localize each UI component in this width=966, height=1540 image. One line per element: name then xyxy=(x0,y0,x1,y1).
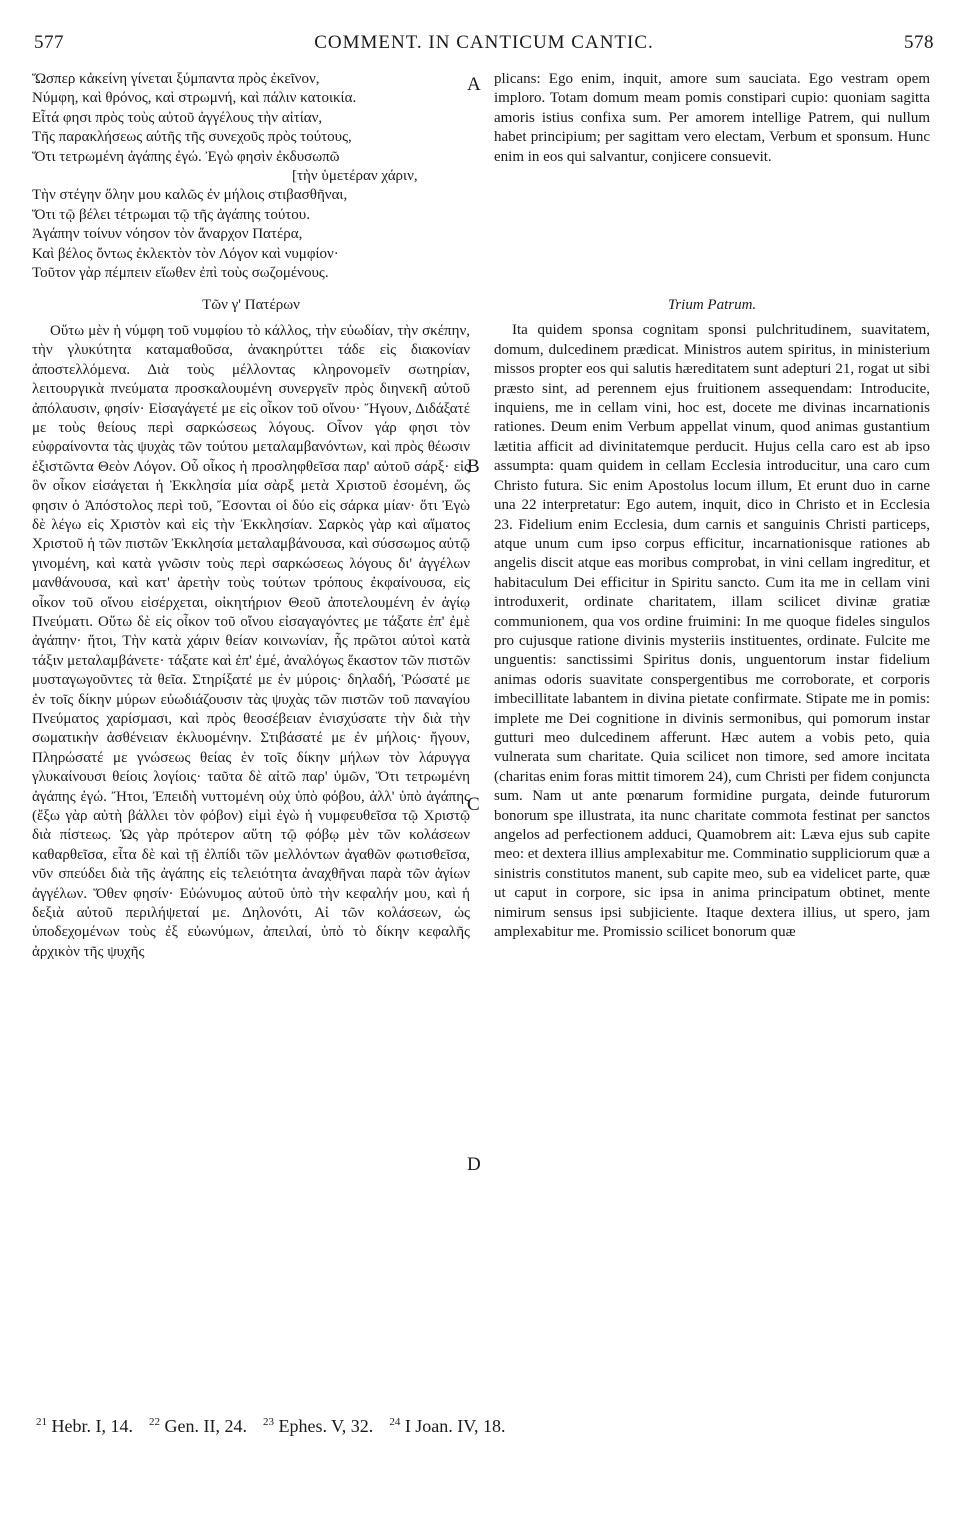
latin-column xyxy=(494,70,930,942)
verse-line: Τὴν στέγην ὅλην μου καλῶς ἐν μήλοις στιβασθῆναι, xyxy=(32,187,348,204)
page-number-left: 577 xyxy=(34,32,64,53)
verse-line: Ὅτι τῷ βέλει τέτρωμαι τῷ τῆς ἀγάπης τούτου. xyxy=(32,206,310,223)
latin-verse-translation: plicans: Ego enim, inquit, amore sum sauciata. Ego vestram opem imploro. Totam domum meam pomis constipari cupio: quoniam sagitta amoris istius confixa sum. Per amorem intellige Patrem, qui nullum habet principium; per sagittam vero electam, Verbum et sponsum. Hunc enim in eos qui salvantur, conjicere consuevit. xyxy=(494,71,930,165)
verse-line: Νύμφη, καὶ θρόνος, καὶ στρωμνή, καὶ πάλιν κατοικία. xyxy=(32,90,357,107)
footnote-number: 23 xyxy=(262,1416,274,1428)
footnote xyxy=(389,1416,505,1437)
latin-commentary: Ita quidem sponsa cognitam sponsi pulchritudinem, suavitatem, domum, dulcedinem prædicat. Ministros autem spiritus, in ministerium missos propter eos qui salutis hæreditatem sunt adepturi 21, rogat ut sibi præsto sint, ad perennem ejus fruitionem assequendam: Introducite, inquiens, me in cellam vini, hoc est, docete me divinas incarnationis rationes. Deum enim Verbum appellat vinum, quod animas gustantium lætitia afficit ad divinitatemque perducit. Hujus cella caro est ab ipso assumpta: quam quidem in cellam Ecclesia introducitur, una caro cum Christo futura. Sic enim Apostolus locum illum, Et erunt duo in carne una 22 interpretatur: Ego autem, inquit, dico in Christo et in Ecclesia 23. Fidelium enim Ecclesia, dum carnis et sanguinis Christi particeps, atque unum cum ipso corpus efficitur, incarnationisque rationes ab angelis discit atque eas moribus comprobat, in vini cellam ingreditur, et habitaculum Dei efficitur in Spiritu sancto. Cum ita me in cellam vini introduxerit, ordinate charitatem, illam scilicet divinæ gratiæ communionem, qua vos ordine fruimini: In me quoque fideles singulos pro cujusque ratione divinis mysteriis instituentes, ordinate. Fulcite me unguentis: sanctissimi Spiritus donis, unguentorum instar fidelium animas odoris suavitate conspergentibus me corroborate, et corporis imbecillitate labantem in divina pietate confirmate. Stipate me in pomis: implete me Dei cognitione in divinis sermonibus, qui pomorum instar gutturi meo dulcedinem afferunt. Hæc autem a vobis peto, quia vulnerata sum charitate. Quia scilicet non timore, sed amore incitata (charitas enim foras mittit timorem 24), cum Christi per fidem conjuncta sum. Nam ut ante pœnarum formidine purgata, deinde futurorum bonorum spe illustrata, ita nunc charitate commota festinat per sanctos angelos ad perfectionem adduci, Quamobrem ait: Læva ejus sub capite meo: et dextera illius amplexabitur me. Comminatio suppliciorum quæ a sinistris constitutos manent, sub capite meo, sub ea videlicet parte, quæ ut caput in corpore, sic ipsa in anima principatum obtinet, mente nimirum sensus ipsi subjiciente. Itaque dextera illius, ut spero, jam amplexabitur me. Promissio scilicet bonorum quæ xyxy=(494,322,930,941)
footnote xyxy=(36,1416,133,1437)
greek-section-heading: Τῶν γ' Πατέρων xyxy=(202,297,300,314)
footnote-number: 22 xyxy=(148,1416,160,1428)
verse-line: Ὅτι τετρωμένη ἀγάπης ἐγώ. Ἐγὼ φησὶν ἐκδυσωπῶ xyxy=(32,148,340,165)
margin-letter-a: A xyxy=(467,74,481,95)
running-title: COMMENT. IN CANTICUM CANTIC. xyxy=(314,32,654,53)
verse-line: Ἀγάπην τοίνυν νόησον τὸν ἄναρχον Πατέρα, xyxy=(32,226,303,243)
latin-section-heading: Trium Patrum. xyxy=(667,297,757,314)
greek-column xyxy=(32,70,470,962)
margin-letter-d: D xyxy=(467,1154,481,1175)
page-header xyxy=(34,32,934,62)
footnote xyxy=(149,1416,247,1437)
footnote-text: Ephes. V, 32. xyxy=(278,1416,374,1436)
margin-letter-b: B xyxy=(467,456,480,477)
page-number-right: 578 xyxy=(904,32,934,53)
verse-line: Ὥσπερ κἀκείνη γίνεται ξύμπαντα πρὸς ἐκεῖνον, xyxy=(32,71,320,87)
greek-commentary: Οὕτω μὲν ἡ νύμφη τοῦ νυμφίου τὸ κάλλος, τὴν εὐωδίαν, τὴν σκέπην, τὴν γλυκύτητα καταμαθοῦσα, ἀνακηρύττει τάδε εἰς διακονίαν ἀποστελλόμενα. Διὰ τοὺς μέλλοντας κληρονομεῖν σωτηρίαν, λειτουργικὰ πνεύματα προσκαλουμένη συνεργεῖν πρὸς διηνεκῆ αὐτοῦ ἀπόλαυσιν, φησίν· Εἰσαγάγετέ με εἰς οἶκον τοῦ οἴνου· Ἤγουν, Διδάξατέ με τοὺς θείους περὶ σαρκώσεως λόγους. Οἶνον γάρ φησι τὸν εὐφραίνοντα τὰς ψυχὰς τῶν τούτου μεταλαμβανόντων, καὶ πρὸς θέωσιν ἐξιστῶντα Θεὸν Λόγον. Οὗ οἶκος ἡ προσληφθεῖσα παρ' αὐτοῦ σάρξ· εἰς ὃν οἶκον εἰσάγεται ἡ Ἐκκλησία μία σὰρξ μετὰ Χριστοῦ ἐσομένη, ὥς φησιν ὁ Ἀπόστολος περὶ τοῦ, Ἔσονται οἱ δύο εἰς σάρκα μίαν· ὅτι Ἐγὼ δὲ λέγω εἰς Χριστὸν καὶ εἰς τὴν Ἐκκλησίαν. Σαρκὸς γὰρ καὶ αἵματος Χριστοῦ ἡ τῶν πιστῶν Ἐκκλησία μεταλαμβάνουσα, καὶ σύσσωμος αὐτῷ γινομένη, καὶ κατὰ γνῶσιν τοὺς περὶ σαρκώσεως λόγους δι' ἀγγέλων μανθάνουσα, καὶ κατ' ἀρετὴν τοὺς τούτων τρόπους ἐκφαίνουσα, εἰς οἶκον τοῦ οἴνου εἰσέρχεται, οἰκητήριον Θεοῦ ἀποτελουμένη ἐν ἁγίῳ Πνεύματι. Οὕτω δὲ εἰς οἶκον τοῦ οἴνου εἰσαγαγόντες με τάξατε ἐπ' ἐμὲ ἀγάπην· ἤτοι, Τὴν κατὰ χάριν θείαν κοινωνίαν, ἧς πρῶτοι αὐτοὶ κατὰ τάξιν μεταλαμβάνετε· τάξατε καὶ ἐπ' ἐμέ, ἀναλόγως ἕκαστον τῶν πιστῶν μυσταγωγοῦντες τὰ θεῖα. Στηρίξατέ με ἐν μύροις· δηλαδή, Ῥώσατέ με ἐν τοῖς δίκην μύρων εὐωδιάζουσιν τὰς ψυχὰς τῶν πιστῶν τοῦ παναγίου Πνεύματος χαρίσμασι, καὶ πρὸς θεοσέβειαν ἐνισχύσατε τὴν διὰ τὴν σωματικὴν ἀσθένειαν ἐκλυομένην. Στιβάσατέ με ἐν μήλοις· ἤγουν, Πληρώσατέ με γνώσεως θείας ἐν τοῖς δίκην μήλων τὸν λάρυγγα γλυκαίνουσι θείοις λογίοις· ταῦτα δὲ αἰτῶ παρ' ὑμῶν, Ὅτι τετρωμένη ἀγάπης ἐγώ. Ἤτοι, Ἐπειδὴ νυττομένη οὐχ ὑπὸ φόβου, ἀλλ' ὑπὸ ἀγάπης (ἔξω γὰρ αὐτὴ βάλλει τὸν φόβον) εἰμὶ ἐγὼ ἡ νυμφευθεῖσα τῷ Χριστῷ διὰ πίστεως. Ὡς γὰρ πρότερον αὕτη τῷ φόβῳ μὲν τῶν κολάσεων καθαρθεῖσα, εἶτα δὲ καὶ τῇ ἐλπίδι τῶν μελλόντων ἀγαθῶν φωτισθεῖσα, νῦν σπεύδει διὰ τῆς ἀγάπης εἰς τελειότητα ἀναχθῆναι παρὰ τῶν ἁγίων ἀγγέλων. Ὅθεν φησίν· Εὐώνυμος αὐτοῦ ὑπὸ τὴν κεφαλήν μου, καὶ ἡ δεξιὰ αὐτοῦ περιλήψεταί με. Δηλονότι, Αἱ τῶν κολάσεων, ὡς ὑποδεχομένων τοὺς ἐξ εὐωνύμων, ἀπειλαί, ὑπὸ τὸ δίκην κεφαλῆς ἀρχικὸν τῆς ψυχῆς xyxy=(32,322,470,960)
greek-verse xyxy=(32,70,470,283)
verse-line: Τοῦτον γὰρ πέμπειν εἴωθεν ἐπὶ τοὺς σωζομένους. xyxy=(32,265,329,282)
footnote-number: 21 xyxy=(36,1416,47,1428)
footnote-text: Gen. II, 24. xyxy=(164,1416,247,1436)
verse-line: Τῆς παρακλήσεως αὐτῆς τῆς συνεχοῦς πρὸς τούτους, xyxy=(32,129,352,146)
footnote-text: Hebr. I, 14. xyxy=(51,1416,133,1436)
verse-line: [τὴν ὑμετέραν χάριν, xyxy=(292,168,418,185)
footnote xyxy=(263,1416,373,1437)
column-gap xyxy=(494,167,930,283)
footnotes xyxy=(36,1416,936,1437)
footnote-text: I Joan. IV, 18. xyxy=(404,1416,506,1436)
margin-letter-c: C xyxy=(467,794,480,815)
verse-line: Εἶτά φησι πρὸς τοὺς αὐτοῦ ἀγγέλους τὴν αἰτίαν, xyxy=(32,109,323,126)
footnote-number: 24 xyxy=(389,1416,401,1428)
verse-line: Καὶ βέλος ὄντως ἐκλεκτὸν τὸν Λόγον καὶ νυμφίον· xyxy=(32,245,339,262)
